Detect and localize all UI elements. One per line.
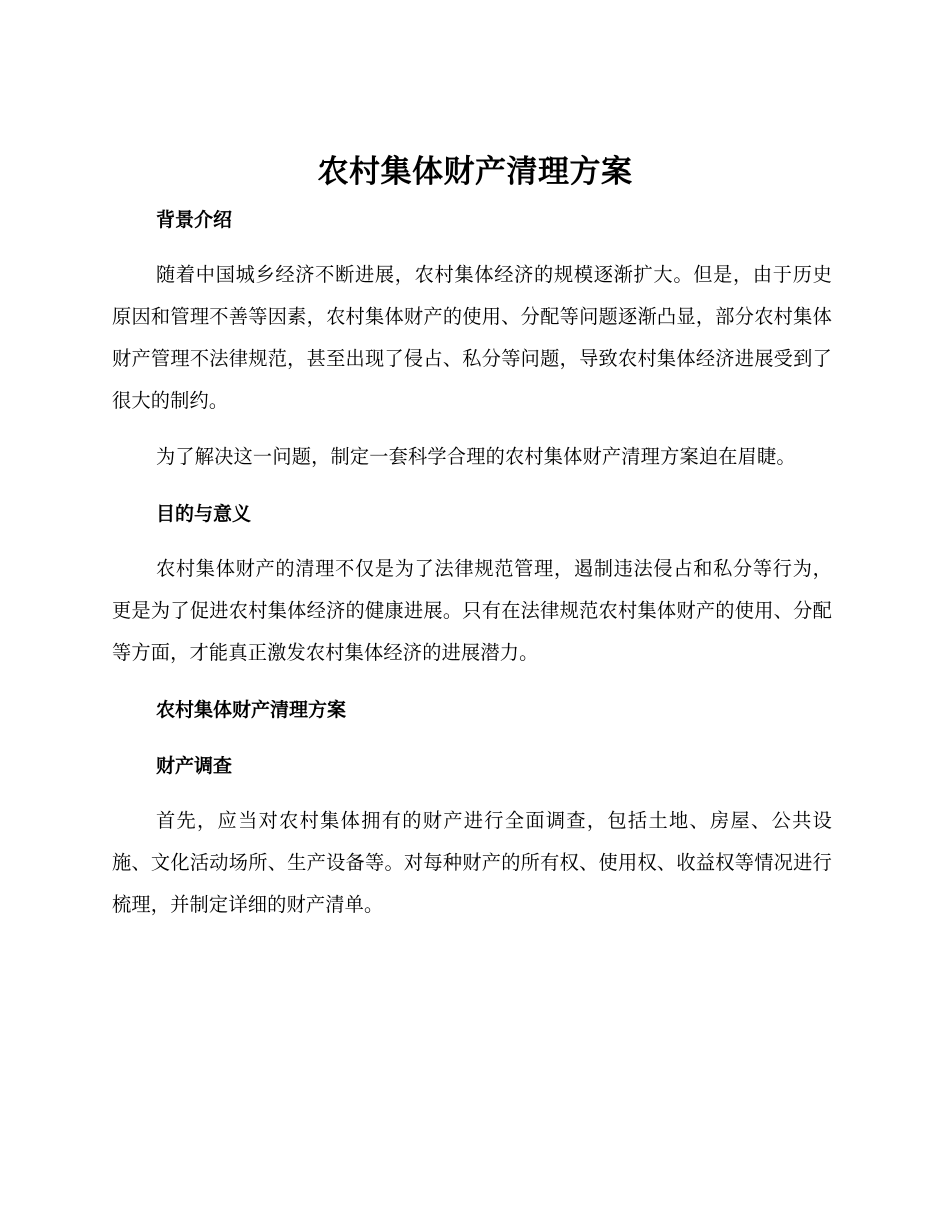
subsection-heading-survey: 财产调查 (156, 755, 233, 777)
paragraph-background: 随着中国城乡经济不断进展，农村集体经济的规模逐渐扩大。但是，由于历史原因和管理不善等因素，农村集体财产的使用、分配等问题逐渐凸显，部分农村集体财产管理不法律规范，甚至出现了侵占、私分等问题，导致农村集体经济进展受到了很大的制约。 (112, 263, 832, 412)
section-heading-purpose: 目的与意义 (156, 503, 252, 525)
document-title: 农村集体财产清理方案 (317, 154, 633, 190)
section-heading-plan: 农村集体财产清理方案 (156, 699, 347, 721)
section-heading-background: 背景介绍 (156, 209, 233, 231)
document-body (112, 198, 832, 926)
paragraph-survey: 首先，应当对农村集体拥有的财产进行全面调查，包括土地、房屋、公共设施、文化活动场所、生产设备等。对每种财产的所有权、使用权、收益权等情况进行梳理，并制定详细的财产清单。 (112, 809, 832, 916)
paragraph-solution-need: 为了解决这一问题，制定一套科学合理的农村集体财产清理方案迫在眉睫。 (156, 445, 796, 468)
paragraph-purpose: 农村集体财产的清理不仅是为了法律规范管理，遏制违法侵占和私分等行为，更是为了促进农村集体经济的健康进展。只有在法律规范农村集体财产的使用、分配等方面，才能真正激发农村集体经济的进展潜力。 (112, 557, 832, 664)
